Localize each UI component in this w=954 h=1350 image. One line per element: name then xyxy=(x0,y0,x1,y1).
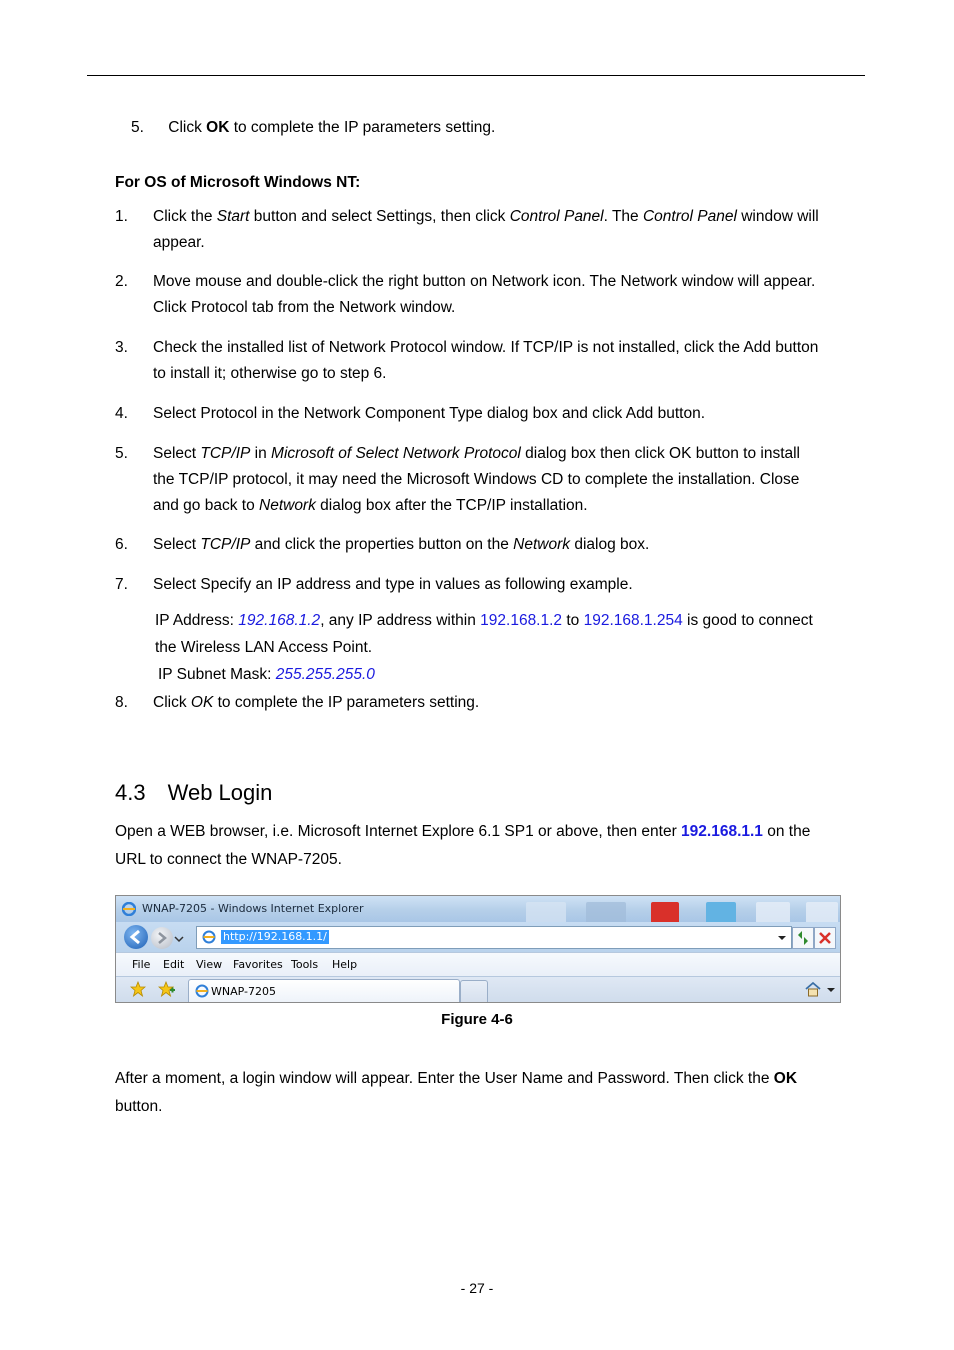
step-2-text: Move mouse and double-click the right button on Network icon. The Network window will appear. Click Protocol tab from the Network window. xyxy=(153,273,816,316)
add-favorites-icon[interactable] xyxy=(158,981,176,997)
step-number: 7. xyxy=(115,576,128,593)
home-dropdown-icon[interactable] xyxy=(826,986,836,994)
address-dropdown-icon[interactable] xyxy=(777,933,787,943)
tab-bar xyxy=(116,976,840,1003)
chevron-down-icon xyxy=(174,934,184,944)
taskbar-thumbnails xyxy=(506,898,840,920)
address-bar[interactable] xyxy=(196,926,792,949)
step-number: 1. xyxy=(115,208,128,225)
browser-titlebar xyxy=(116,896,840,922)
section-heading: 4.3 Web Login xyxy=(115,780,273,805)
tab-page-icon xyxy=(195,984,209,998)
refresh-button[interactable] xyxy=(792,927,814,949)
header-rule xyxy=(87,75,865,76)
step-number: 6. xyxy=(115,536,128,553)
menu-favorites[interactable]: Favorites xyxy=(233,958,283,971)
step-6-text: Select TCP/IP and click the properties button on the Network dialog box. xyxy=(153,536,650,553)
close-icon xyxy=(815,928,835,948)
step-number: 5. xyxy=(115,445,128,462)
address-row xyxy=(116,922,840,952)
history-dropdown[interactable] xyxy=(174,934,184,944)
tab-title: WNAP-7205 xyxy=(211,985,276,998)
stop-button[interactable] xyxy=(814,927,836,949)
step-1-text: Click the Start button and select Settings, then click Control Panel. The Control Panel window will appear. xyxy=(153,208,819,251)
back-arrow-icon xyxy=(124,925,148,949)
after-paragraph: After a moment, a login window will appear. Enter the User Name and Password. Then click the OK button. xyxy=(115,1070,798,1115)
menu-bar xyxy=(116,952,840,977)
page-icon xyxy=(202,930,216,944)
refresh-icon xyxy=(793,928,813,948)
window-title: WNAP-7205 - Windows Internet Explorer xyxy=(142,902,364,915)
ie-logo-icon xyxy=(122,902,136,916)
new-tab-button[interactable] xyxy=(460,980,488,1002)
menu-tools[interactable]: Tools xyxy=(291,958,319,971)
login-ip: 192.168.1.1 xyxy=(681,823,763,840)
forward-arrow-icon xyxy=(151,927,173,949)
prev-step: 5. Click OK to complete the IP parameters setting. xyxy=(131,119,496,136)
step-number: 5. xyxy=(131,119,144,136)
home-icon[interactable] xyxy=(804,981,822,997)
step-4-text: Select Protocol in the Network Component Type dialog box and click Add button. xyxy=(153,405,706,422)
forward-button[interactable] xyxy=(151,927,173,949)
ip-address-value: 192.168.1.2 xyxy=(238,612,321,629)
step-5-text: Select TCP/IP in Microsoft of Select Network Protocol dialog box then click OK button to install the TCP/IP protocol, it may need the Microsoft Windows CD to complete the installation. Close and go back to Network dialog box after the TCP/IP installation. xyxy=(153,445,801,514)
step-number: 8. xyxy=(115,694,128,711)
nt-heading: For OS of Microsoft Windows NT: xyxy=(115,174,361,191)
step-3-text: Check the installed list of Network Protocol window. If TCP/IP is not installed, click the Add button to install it; otherwise go to step 6. xyxy=(153,339,819,382)
step-number: 3. xyxy=(115,339,128,356)
page-number: - 27 - xyxy=(460,1280,494,1296)
browser-screenshot xyxy=(115,895,841,1003)
step-7-text: Select Specify an IP address and type in values as following example. xyxy=(153,576,633,593)
step-8-text: Click OK to complete the IP parameters setting. xyxy=(153,694,480,711)
url-text[interactable]: http://192.168.1.1/ xyxy=(223,930,327,943)
subnet-mask-value: 255.255.255.0 xyxy=(275,666,375,683)
intro-paragraph: Open a WEB browser, i.e. Microsoft Internet Explore 6.1 SP1 or above, then enter 192.168.1.1 on the URL to connect the WNAP-7205. xyxy=(115,823,811,868)
menu-help[interactable]: Help xyxy=(332,958,358,971)
step-number: 2. xyxy=(115,273,128,290)
ip-example: IP Address: 192.168.1.2, any IP address within 192.168.1.2 to 192.168.1.254 is good to connect the Wireless LAN Access Point. IP Subnet Mask: 255.255.255.0 xyxy=(155,612,813,683)
menu-view[interactable]: View xyxy=(196,958,223,971)
figure-caption: Figure 4-6 xyxy=(441,1011,513,1028)
menu-edit[interactable]: Edit xyxy=(163,958,185,971)
favorites-star-icon[interactable] xyxy=(130,981,146,997)
step-number: 4. xyxy=(115,405,128,422)
tab-wnap-7205[interactable] xyxy=(188,979,460,1002)
menu-file[interactable]: File xyxy=(132,958,151,971)
back-button[interactable] xyxy=(124,925,148,949)
